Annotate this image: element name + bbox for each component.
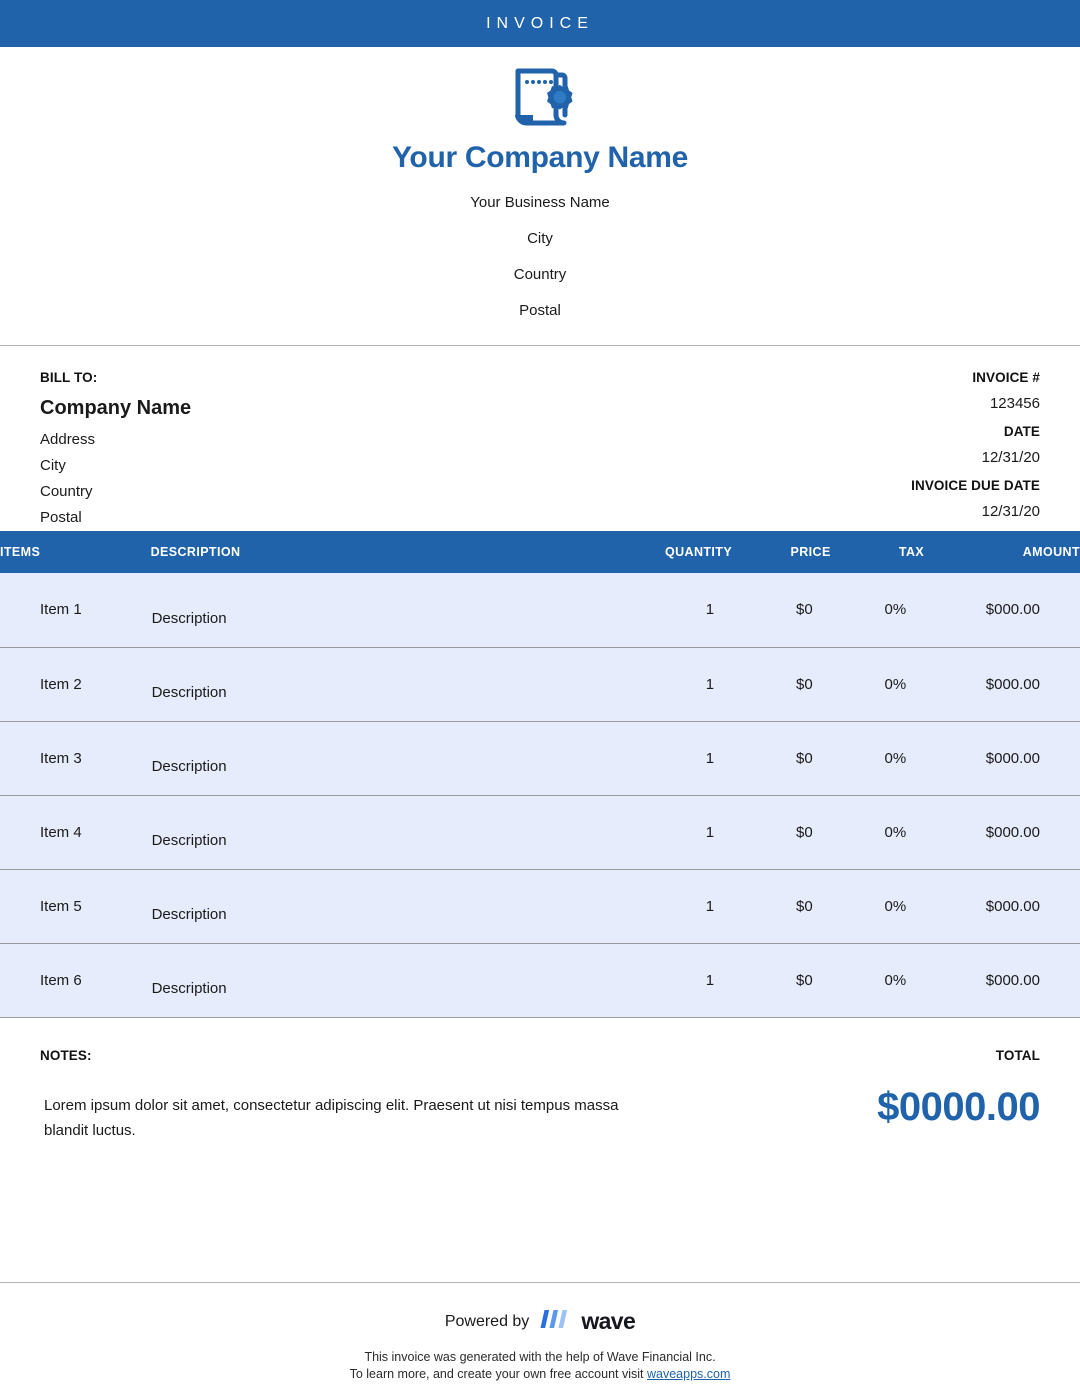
invoice-date-value: 12/31/20 <box>981 449 1040 466</box>
row-quantity: 1 <box>705 971 715 989</box>
invoice-due-date-label: INVOICE DUE DATE <box>911 478 1040 493</box>
powered-by-label: Powered by <box>444 1312 530 1330</box>
company-city: City <box>527 230 553 247</box>
row-quantity: 1 <box>705 675 715 693</box>
table-header-row <box>0 531 1080 573</box>
company-name: Your Company Name <box>391 141 689 174</box>
row-price: $0 <box>796 897 813 915</box>
invoice-number-value: 123456 <box>989 395 1040 412</box>
row-quantity: 1 <box>705 749 715 767</box>
row-quantity: 1 <box>705 601 715 619</box>
invoice-date-label: DATE <box>1003 424 1040 439</box>
row-quantity: 1 <box>705 823 715 841</box>
row-description: Description <box>151 684 227 701</box>
billing-section <box>0 346 1080 531</box>
notes-total-section <box>0 1018 1080 1143</box>
row-tax: 0% <box>884 601 907 619</box>
column-header-items: ITEMS <box>0 531 151 573</box>
bill-to-city: City <box>40 457 66 474</box>
row-tax: 0% <box>884 823 907 841</box>
table-row <box>0 869 1080 943</box>
row-price: $0 <box>796 675 813 693</box>
row-item-name: Item 5 <box>40 897 82 915</box>
row-price: $0 <box>796 823 813 841</box>
column-header-amount: AMOUNT <box>924 531 1080 573</box>
row-description: Description <box>151 609 227 627</box>
row-description: Description <box>151 832 227 849</box>
row-description: Description <box>151 980 227 997</box>
invoice-meta-block <box>590 370 1040 531</box>
notes-body: Lorem ipsum dolor sit amet, consectetur adipiscing elit. Praesent ut nisi tempus massa blandit luctus. <box>44 1096 619 1139</box>
row-amount: $000.00 <box>985 675 1040 693</box>
company-postal: Postal <box>519 302 561 319</box>
footer-legal <box>0 1349 1080 1383</box>
row-tax: 0% <box>884 971 907 989</box>
company-country: Country <box>513 266 567 283</box>
row-item-name: Item 3 <box>40 749 82 767</box>
bill-to-label: BILL TO: <box>40 370 98 385</box>
row-description: Description <box>151 758 227 775</box>
row-item-name: Item 4 <box>40 823 82 841</box>
row-price: $0 <box>796 749 813 767</box>
total-amount: $0000.00 <box>877 1084 1040 1129</box>
row-amount: $000.00 <box>985 601 1040 619</box>
logo-wrap <box>0 65 1080 133</box>
page-title: INVOICE <box>486 14 594 32</box>
column-header-description: DESCRIPTION <box>151 531 582 573</box>
line-items-body <box>0 573 1080 1017</box>
row-amount: $000.00 <box>985 897 1040 915</box>
invoice-number-label: INVOICE # <box>972 370 1040 385</box>
row-tax: 0% <box>884 897 907 915</box>
footer-legal-line-1: This invoice was generated with the help of Wave Financial Inc. <box>364 1350 716 1364</box>
line-items-header <box>0 531 1080 573</box>
row-amount: $000.00 <box>985 971 1040 989</box>
document-seal-icon <box>504 65 576 134</box>
row-amount: $000.00 <box>985 749 1040 767</box>
row-item-name: Item 6 <box>40 971 82 989</box>
column-header-price: PRICE <box>732 531 831 573</box>
bill-to-block <box>40 370 540 531</box>
column-header-quantity: QUANTITY <box>582 531 733 573</box>
waveapps-link[interactable]: waveapps.com <box>647 1367 731 1381</box>
total-label: TOTAL <box>995 1047 1040 1063</box>
bill-to-country: Country <box>40 483 93 500</box>
row-price: $0 <box>796 601 813 619</box>
company-business-name: Your Business Name <box>470 194 610 211</box>
column-header-tax: TAX <box>831 531 924 573</box>
table-row <box>0 943 1080 1017</box>
company-header <box>0 47 1080 346</box>
bill-to-company: Company Name <box>40 397 192 419</box>
powered-by-row <box>0 1308 1080 1335</box>
invoice-due-date-value: 12/31/20 <box>981 503 1040 520</box>
row-description: Description <box>151 906 227 923</box>
row-quantity: 1 <box>705 897 715 915</box>
row-tax: 0% <box>884 749 907 767</box>
wave-logo-icon <box>538 1308 572 1335</box>
row-item-name: Item 1 <box>40 601 82 619</box>
table-row <box>0 795 1080 869</box>
wave-brand-name: wave <box>581 1308 636 1334</box>
notes-block <box>40 1048 640 1143</box>
bill-to-address: Address <box>40 431 96 448</box>
footer-legal-line-2: To learn more, and create your own free account visit <box>349 1367 644 1381</box>
invoice-footer <box>0 1282 1080 1397</box>
notes-label: NOTES: <box>40 1047 92 1063</box>
line-items-table <box>0 531 1080 1018</box>
invoice-header-bar <box>0 0 1080 47</box>
row-price: $0 <box>796 971 813 989</box>
row-amount: $000.00 <box>985 823 1040 841</box>
row-tax: 0% <box>884 675 907 693</box>
table-row <box>0 573 1080 647</box>
table-row <box>0 647 1080 721</box>
row-item-name: Item 2 <box>40 675 82 693</box>
total-block <box>660 1048 1040 1143</box>
bill-to-postal: Postal <box>40 509 82 526</box>
table-row <box>0 721 1080 795</box>
footer-legal-line-2-wrap <box>0 1366 1080 1383</box>
